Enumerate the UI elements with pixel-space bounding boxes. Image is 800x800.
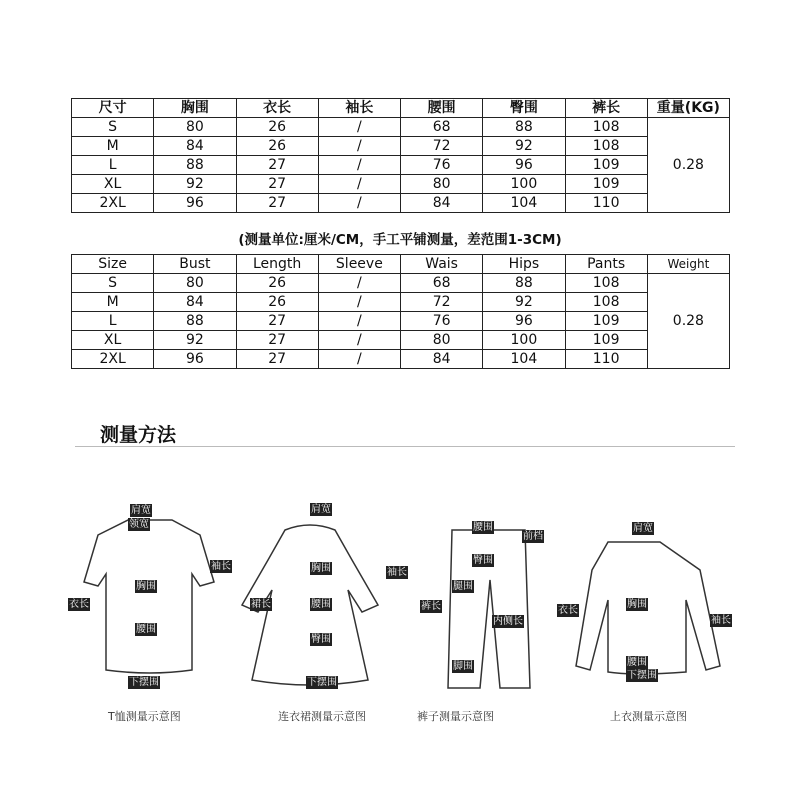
table-cell: / bbox=[318, 137, 400, 156]
table-cell: S bbox=[72, 274, 154, 293]
column-header: Hips bbox=[483, 255, 565, 274]
table-cell: 88 bbox=[483, 118, 565, 137]
measurement-label: 衣长 bbox=[558, 605, 578, 616]
table-cell: 109 bbox=[565, 175, 647, 194]
measurement-label: 衣长 bbox=[69, 599, 89, 610]
section-title: 测量方法 bbox=[100, 424, 177, 446]
table-cell: 108 bbox=[565, 293, 647, 312]
table-cell: 88 bbox=[483, 274, 565, 293]
table-cell: 68 bbox=[401, 118, 483, 137]
table-cell: 76 bbox=[401, 156, 483, 175]
size-table-chinese bbox=[71, 98, 730, 213]
table-cell: 27 bbox=[236, 350, 318, 369]
shirt-outline bbox=[576, 542, 720, 674]
diagram-caption: 上衣测量示意图 bbox=[610, 710, 687, 723]
measurement-note: (测量单位:厘米/CM，手工平铺测量，差范围1-3CM) bbox=[238, 232, 562, 248]
table-cell: 108 bbox=[565, 118, 647, 137]
measurement-label: 内侧长 bbox=[493, 616, 523, 627]
table-cell: 84 bbox=[401, 350, 483, 369]
measurement-label: 裙长 bbox=[251, 599, 271, 610]
measurement-label: 胸围 bbox=[627, 599, 647, 610]
measurement-label: 肩宽 bbox=[131, 505, 151, 516]
measurement-label: 肩宽 bbox=[633, 523, 653, 534]
table-cell: M bbox=[72, 137, 154, 156]
table-cell: 2XL bbox=[72, 350, 154, 369]
table-row bbox=[72, 175, 730, 194]
measurement-label: 袖长 bbox=[211, 561, 231, 572]
table-cell: M bbox=[72, 293, 154, 312]
table-cell: 104 bbox=[483, 194, 565, 213]
table-cell: 96 bbox=[483, 312, 565, 331]
column-header: Pants bbox=[565, 255, 647, 274]
measurement-label: 腰围 bbox=[627, 657, 647, 668]
table-cell: 80 bbox=[401, 175, 483, 194]
table-cell: 110 bbox=[565, 194, 647, 213]
table-row bbox=[72, 331, 730, 350]
measurement-label: 臀围 bbox=[473, 555, 493, 566]
column-header: 尺寸 bbox=[72, 99, 154, 118]
column-header: 臀围 bbox=[483, 99, 565, 118]
table-cell: L bbox=[72, 312, 154, 331]
table-cell: 96 bbox=[483, 156, 565, 175]
measurement-label: 腿围 bbox=[453, 581, 473, 592]
column-header: 重量(KG) bbox=[647, 99, 729, 118]
table-cell: 100 bbox=[483, 331, 565, 350]
measurement-label: 胸围 bbox=[311, 563, 331, 574]
diagram-caption: 裤子测量示意图 bbox=[417, 710, 494, 723]
diagram-caption: 连衣裙测量示意图 bbox=[278, 710, 366, 723]
table-cell: 80 bbox=[401, 331, 483, 350]
table-cell: / bbox=[318, 194, 400, 213]
table-cell: 27 bbox=[236, 175, 318, 194]
table-cell: 72 bbox=[401, 293, 483, 312]
table-cell: 88 bbox=[154, 312, 236, 331]
column-header: 腰围 bbox=[401, 99, 483, 118]
table-cell: 109 bbox=[565, 156, 647, 175]
table-cell: 92 bbox=[483, 293, 565, 312]
table-cell: 72 bbox=[401, 137, 483, 156]
measurement-label: 下摆围 bbox=[129, 677, 159, 688]
weight-cell: 0.28 bbox=[647, 118, 729, 213]
table-cell: 100 bbox=[483, 175, 565, 194]
table-cell: 26 bbox=[236, 118, 318, 137]
table-cell: 84 bbox=[401, 194, 483, 213]
table-cell: 84 bbox=[154, 137, 236, 156]
table-cell: 26 bbox=[236, 137, 318, 156]
table-row bbox=[72, 118, 730, 137]
table-row bbox=[72, 350, 730, 369]
measurement-label: 下摆围 bbox=[307, 677, 337, 688]
table-cell: / bbox=[318, 331, 400, 350]
measurement-label: 腰围 bbox=[311, 599, 331, 610]
table-cell: 96 bbox=[154, 194, 236, 213]
measurement-label: 臀围 bbox=[311, 634, 331, 645]
table-row bbox=[72, 312, 730, 331]
garment-diagrams bbox=[0, 490, 800, 700]
measurement-label: 裤长 bbox=[421, 601, 441, 612]
table-cell: 27 bbox=[236, 331, 318, 350]
table-cell: 68 bbox=[401, 274, 483, 293]
table-cell: 80 bbox=[154, 118, 236, 137]
table-cell: 96 bbox=[154, 350, 236, 369]
table-row bbox=[72, 137, 730, 156]
column-header: Bust bbox=[154, 255, 236, 274]
measurement-label: 袖长 bbox=[387, 567, 407, 578]
table-cell: 27 bbox=[236, 312, 318, 331]
table-cell: 109 bbox=[565, 331, 647, 350]
table-cell: 26 bbox=[236, 274, 318, 293]
table-cell: 2XL bbox=[72, 194, 154, 213]
table-cell: / bbox=[318, 274, 400, 293]
table-row bbox=[72, 293, 730, 312]
table-row bbox=[72, 156, 730, 175]
table-cell: XL bbox=[72, 331, 154, 350]
measurement-label: 脚围 bbox=[453, 661, 473, 672]
table-cell: / bbox=[318, 312, 400, 331]
table-cell: / bbox=[318, 350, 400, 369]
size-table-english bbox=[71, 254, 730, 369]
measurement-label: 胸围 bbox=[136, 581, 156, 592]
table-cell: 104 bbox=[483, 350, 565, 369]
column-header: Wais bbox=[401, 255, 483, 274]
table-cell: XL bbox=[72, 175, 154, 194]
measurement-label: 腰围 bbox=[136, 624, 156, 635]
table-cell: 80 bbox=[154, 274, 236, 293]
column-header: 胸围 bbox=[154, 99, 236, 118]
column-header: 袖长 bbox=[318, 99, 400, 118]
table-cell: 92 bbox=[154, 331, 236, 350]
column-header: 裤长 bbox=[565, 99, 647, 118]
table-cell: / bbox=[318, 175, 400, 194]
table-cell: 92 bbox=[154, 175, 236, 194]
table-cell: / bbox=[318, 118, 400, 137]
column-header: Size bbox=[72, 255, 154, 274]
table-cell: 108 bbox=[565, 274, 647, 293]
column-header: Length bbox=[236, 255, 318, 274]
table-cell: 27 bbox=[236, 156, 318, 175]
measurement-label: 腰围 bbox=[473, 522, 493, 533]
measurement-label: 袖长 bbox=[711, 615, 731, 626]
table-cell: 92 bbox=[483, 137, 565, 156]
weight-cell: 0.28 bbox=[647, 274, 729, 369]
table-cell: 26 bbox=[236, 293, 318, 312]
divider bbox=[75, 446, 735, 447]
table-cell: 88 bbox=[154, 156, 236, 175]
measurement-label: 下摆围 bbox=[627, 670, 657, 681]
measurement-label: 领宽 bbox=[129, 519, 149, 530]
column-header: Sleeve bbox=[318, 255, 400, 274]
table-row bbox=[72, 194, 730, 213]
table-cell: L bbox=[72, 156, 154, 175]
table-cell: / bbox=[318, 293, 400, 312]
column-header: Weight bbox=[647, 255, 729, 274]
tshirt-outline bbox=[84, 520, 214, 673]
table-cell: 84 bbox=[154, 293, 236, 312]
table-row bbox=[72, 274, 730, 293]
table-cell: 108 bbox=[565, 137, 647, 156]
measurement-label: 肩宽 bbox=[311, 504, 331, 515]
table-cell: 110 bbox=[565, 350, 647, 369]
table-cell: 76 bbox=[401, 312, 483, 331]
table-cell: / bbox=[318, 156, 400, 175]
column-header: 衣长 bbox=[236, 99, 318, 118]
table-cell: S bbox=[72, 118, 154, 137]
measurement-label: 前档 bbox=[523, 531, 543, 542]
table-cell: 27 bbox=[236, 194, 318, 213]
table-cell: 109 bbox=[565, 312, 647, 331]
diagram-caption: T恤测量示意图 bbox=[108, 710, 181, 723]
